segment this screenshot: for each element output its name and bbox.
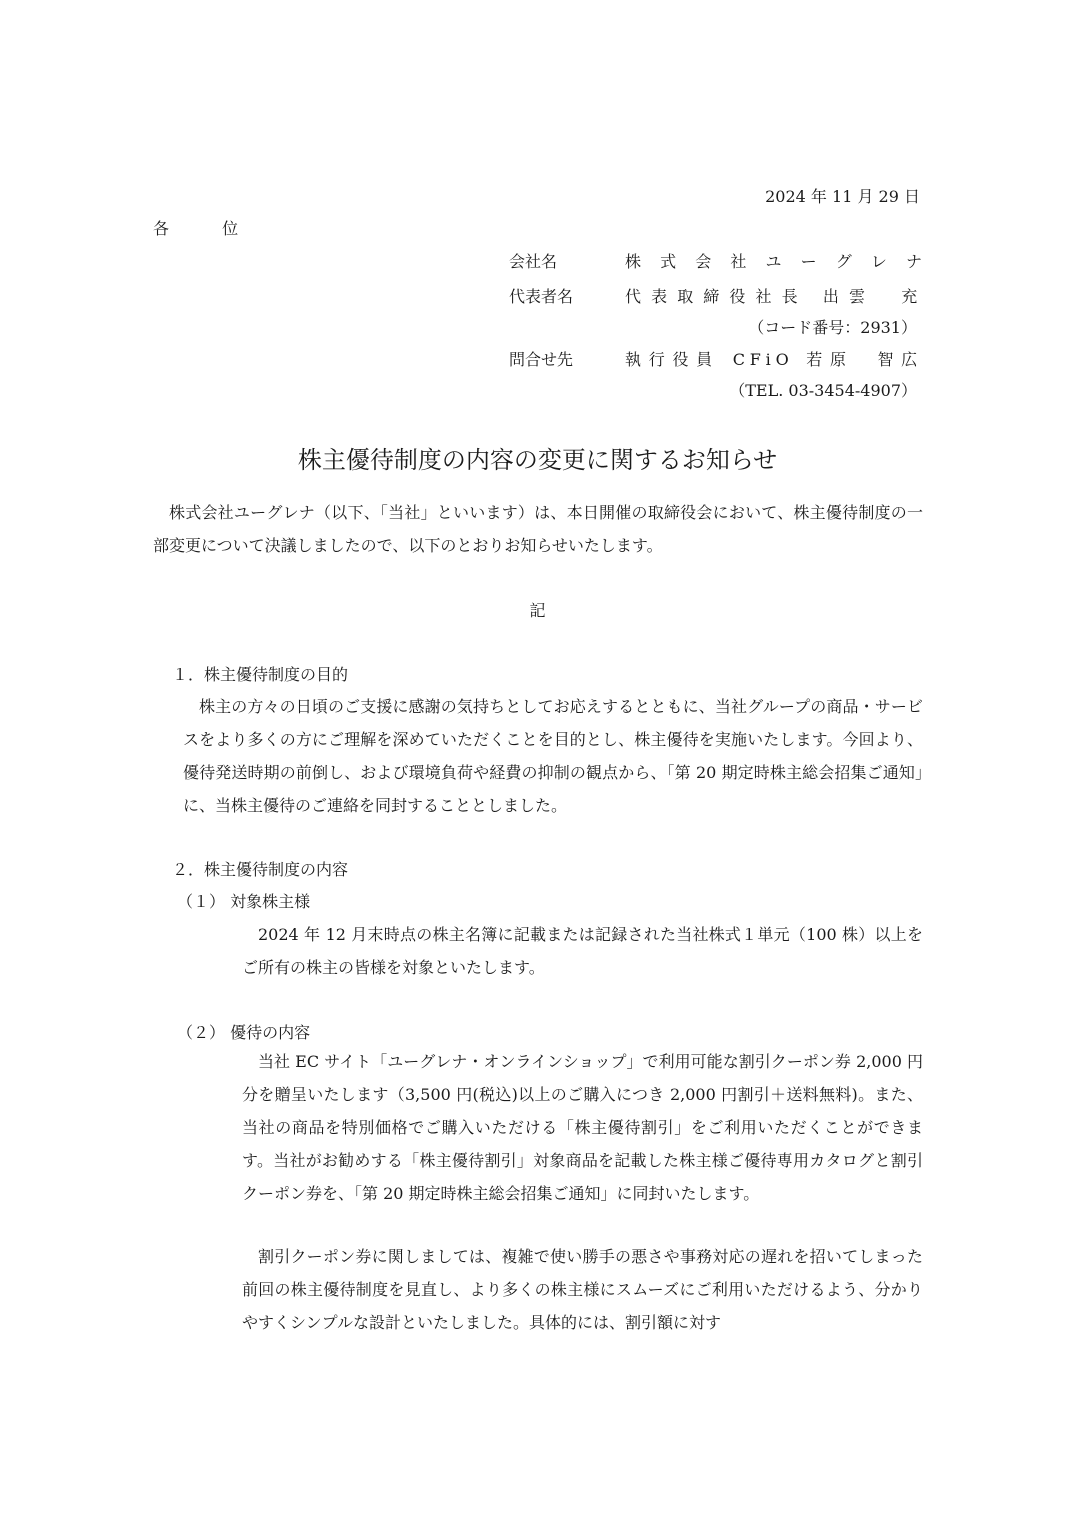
section2-sub1-heading: （１） 対象株主様 xyxy=(177,892,311,911)
representative-name: 代表取締役社長 出雲 充 xyxy=(625,287,922,306)
section2-sub2-body1: 当社 EC サイト「ユーグレナ・オンラインショップ」で利用可能な割引クーポン券 2,000 円分を贈呈いたします（3,500 円(税込)以上のご購入につき 2,000 円割引＋送料無料)。また、当社の商品を特別価格でご購入いただける「株主優待割引」をご利用いただくことができます。当社がお勧めする「株主優待割引」対象商品を記載した株主様ご優待専用カタログと割引クーポン券を、「第 20 期定時株主総会招集ご通知」に同封いたします。 xyxy=(242,1052,923,1203)
section2-sub2-body2: 割引クーポン券に関しましては、複雑で使い勝手の悪さや事務対応の遅れを招いてしまった前回の株主優待制度を見直し、より多くの株主様にスムーズにご利用いただけるよう、分かりやすくシンプルな設計といたしました。具体的には、割引額に対す xyxy=(242,1247,923,1332)
section1-body: 株主の方々の日頃のご支援に感謝の気持ちとしてお応えするとともに、当社グループの商品・サービスをより多くの方にご理解を深めていただくことを目的とし、株主優待を実施いたします。今回より、優待発送時期の前倒し、および環境負荷や経費の抑制の観点から、「第 20 期定時株主総会招集ご通知」に、当株主優待のご連絡を同封することとしました。 xyxy=(183,697,923,815)
company-name: 株式会社ユーグレナ xyxy=(625,252,938,271)
section2-sub1-body: 2024 年 12 月末時点の株主名簿に記載または記録された当社株式１単元（100 株）以上をご所有の株主の皆様を対象といたします。 xyxy=(242,925,923,977)
representative-label: 代表者名 xyxy=(509,287,574,306)
section2-sub2-heading: （２） 優待の内容 xyxy=(177,1023,311,1042)
contact-label: 問合せ先 xyxy=(509,350,574,369)
section1-heading: １．株主優待制度の目的 xyxy=(172,665,349,684)
intro-paragraph: 株式会社ユーグレナ（以下、「当社」といいます）は、本日開催の取締役会において、株主優待制度の一部変更について決議しましたので、以下のとおりお知らせいたします。 xyxy=(153,503,923,555)
document-date: 2024 年 11 月 29 日 xyxy=(765,187,920,206)
company-label: 会社名 xyxy=(509,252,558,271)
section2-heading: ２．株主優待制度の内容 xyxy=(172,860,349,879)
document-title: 株主優待制度の内容の変更に関するお知らせ xyxy=(297,446,778,474)
recipient: 各 位 xyxy=(153,219,263,238)
ki-marker: 記 xyxy=(529,601,546,620)
contact-tel: （TEL. 03-3454-4907） xyxy=(729,381,917,400)
contact-person: 執行役員 CFiO 若原 智広 xyxy=(625,350,922,369)
stock-code: （コード番号：2931） xyxy=(748,318,917,337)
